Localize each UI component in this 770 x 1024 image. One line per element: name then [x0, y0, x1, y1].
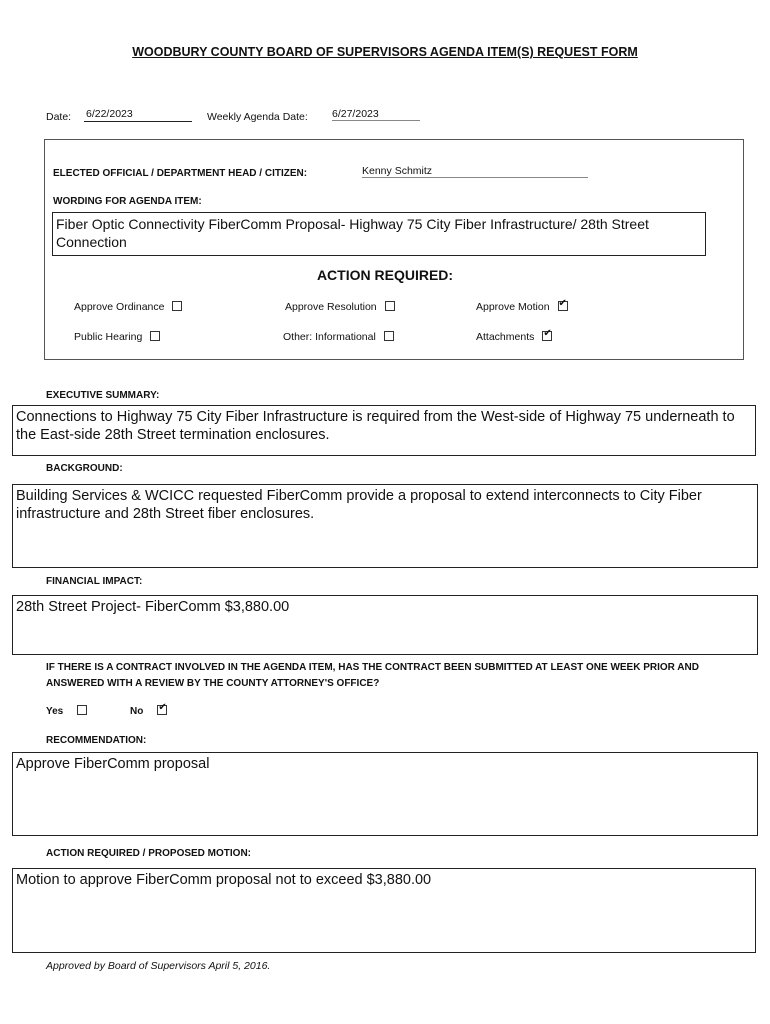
background-field[interactable]: Building Services & WCICC requested FiberComm provide a proposal to extend interconnects to City Fiber infrastructure and 28th Street fiber enclosures. — [12, 484, 758, 568]
no-label: No — [130, 706, 144, 717]
approval-footer: Approved by Board of Supervisors April 5, 2016. — [46, 960, 271, 972]
contract-no-option[interactable] — [130, 706, 167, 717]
date-label: Date: — [46, 111, 72, 123]
official-label: ELECTED OFFICIAL / DEPARTMENT HEAD / CITIZEN: — [53, 168, 308, 179]
weekly-agenda-date-field[interactable]: 6/27/2023 — [332, 108, 420, 121]
background-label: BACKGROUND: — [46, 463, 123, 474]
date-field[interactable]: 6/22/2023 — [84, 108, 192, 122]
option-label: Public Hearing — [74, 331, 143, 343]
executive-summary-label: EXECUTIVE SUMMARY: — [46, 390, 160, 401]
option-label: Other: Informational — [283, 331, 376, 343]
yes-checkbox[interactable] — [77, 705, 87, 715]
checkbox[interactable] — [385, 301, 395, 311]
executive-summary-field[interactable]: Connections to Highway 75 City Fiber Infrastructure is required from the West-side of Highway 75 underneath to the East-side 28th Street termination enclosures. — [12, 405, 756, 456]
yes-label: Yes — [46, 706, 64, 717]
official-field[interactable]: Kenny Schmitz — [362, 165, 588, 178]
wording-field[interactable]: Fiber Optic Connectivity FiberComm Proposal- Highway 75 City Fiber Infrastructure/ 28th Street Connection — [52, 212, 706, 256]
checkbox-checked[interactable] — [558, 301, 568, 311]
option-label: Approve Ordinance — [74, 301, 165, 313]
recommendation-label: RECOMMENDATION: — [46, 735, 147, 746]
recommendation-field[interactable]: Approve FiberComm proposal — [12, 752, 758, 836]
option-approve-motion[interactable] — [476, 301, 568, 313]
contract-question-label: IF THERE IS A CONTRACT INVOLVED IN THE AGENDA ITEM, HAS THE CONTRACT BEEN SUBMITTED AT LEAST ONE WEEK PRIOR AND ANSWERED WITH A REVIEW BY THE COUNTY ATTORNEY'S OFFICE? — [46, 662, 699, 689]
financial-impact-field[interactable]: 28th Street Project- FiberComm $3,880.00 — [12, 595, 758, 655]
checkbox[interactable] — [384, 331, 394, 341]
checkbox[interactable] — [172, 301, 182, 311]
checkbox[interactable] — [150, 331, 160, 341]
option-approve-resolution[interactable] — [285, 301, 395, 313]
weekly-agenda-date-label: Weekly Agenda Date: — [207, 111, 308, 123]
proposed-motion-field[interactable]: Motion to approve FiberComm proposal not to exceed $3,880.00 — [12, 868, 756, 953]
checkbox-checked[interactable] — [542, 331, 552, 341]
contract-yes-option[interactable] — [46, 706, 87, 717]
action-required-title: ACTION REQUIRED: — [316, 267, 454, 283]
option-label: Attachments — [476, 331, 535, 343]
option-label: Approve Resolution — [285, 301, 377, 313]
financial-impact-label: FINANCIAL IMPACT: — [46, 576, 143, 587]
option-attachments[interactable] — [476, 331, 552, 343]
option-approve-ordinance[interactable] — [74, 301, 182, 313]
option-other-informational[interactable] — [283, 331, 394, 343]
option-public-hearing[interactable] — [74, 331, 160, 343]
form-title: WOODBURY COUNTY BOARD OF SUPERVISORS AGENDA ITEM(S) REQUEST FORM — [132, 45, 638, 59]
wording-label: WORDING FOR AGENDA ITEM: — [53, 196, 202, 207]
proposed-motion-label: ACTION REQUIRED / PROPOSED MOTION: — [46, 848, 252, 859]
option-label: Approve Motion — [476, 301, 550, 313]
no-checkbox-checked[interactable] — [157, 705, 167, 715]
